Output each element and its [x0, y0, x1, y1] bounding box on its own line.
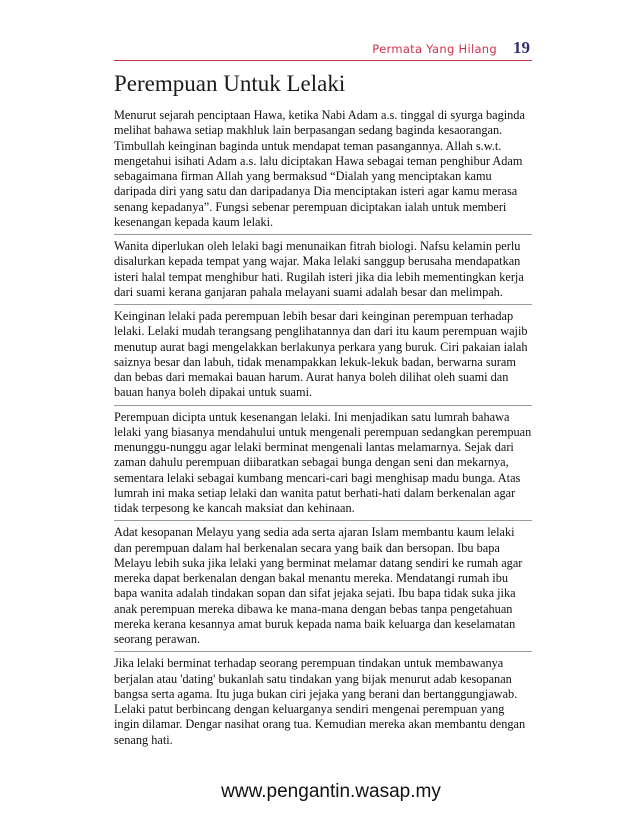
footer-website-link[interactable]: www.pengantin.wasap.my [221, 781, 441, 802]
paragraph: Adat kesopanan Melayu yang sedia ada serta ajaran Islam membantu kaum lelaki dan perempuan dalam hal berkenalan secara yang baik dan bersopan. Ibu bapa Melayu lebih suka jika lelaki yang berminat melamar datang sendiri ke rumah agar mereka dapat berkenalan dengan bakal menantu mereka. Mendatangi rumah ibu bapa wanita adalah tindakan sopan dan sifat jejaka sejati. Ibu bapa tidak suka jika anak perempuan mereka dibawa ke mana-mana dengan bebas tanpa pengetahuan mereka kerana kesannya amat buruk kepada nama baik keluarga dan keselamatan seorang perawan. [114, 525, 532, 652]
paragraph: Jika lelaki berminat terhadap seorang perempuan tindakan untuk membawanya berjalan atau 'dating' bukanlah satu tindakan yang bijak menurut adab kesopanan bangsa serta agama. Itu juga bukan ciri jejaka yang berani dan bertanggungjawab. Lelaki patut berbincang dengan keluarganya sendiri mengenai perempuan yang ingin dilamar. Dengar nasihat orang tua. Kemudian mereka akan membantu dengan senang hati. [114, 656, 526, 747]
book-title: Permata Yang Hilang [372, 42, 497, 56]
running-header [372, 38, 530, 58]
page-number: 19 [513, 38, 530, 57]
chapter-title: Perempuan Untuk Lelaki [114, 71, 346, 96]
paragraph: Perempuan dicipta untuk kesenangan lelaki. Ini menjadikan satu lumrah bahawa lelaki yang biasanya mendahului untuk mengenali perempuan sedangkan perempuan menunggu-nunggu agar lelaki berminat mengenali lantas melamarnya. Sejak dari zaman dahulu perempuan diibaratkan sebagai bunga dengan seni dan mekarnya, sementara lelaki sebagai kumbang mencari-cari bagi menghisap madu bunga. Atas lumrah ini maka setiap lelaki dan wanita patut berhati-hati dalam berkenalan agar tidak terpesong ke kancah maksiat dan kehinaan. [114, 410, 532, 522]
paragraph: Keinginan lelaki pada perempuan lebih besar dari keinginan perempuan terhadap lelaki. Lelaki mudah terangsang penglihatannya dan dari itu kaum perempuan wajib menutup aurat bagi mengelakkan berlakunya perkara yang buruk. Ciri pakaian ialah saiznya besar dan labuh, tidak menampakkan lekuk-lekuk badan, berwarna suram dan bebas dari memakai bauan harum. Aurat hanya boleh dilihat oleh suami dan bauan hanya boleh dipakai untuk suami. [114, 309, 532, 406]
header-divider [114, 60, 532, 61]
paragraph: Menurut sejarah penciptaan Hawa, ketika Nabi Adam a.s. tinggal di syurga baginda melihat bahawa setiap makhluk lain berpasangan sedang baginda kesaorangan. Timbullah keinginan baginda untuk mendapat teman pasangannya. Allah s.w.t. mengetahui isihati Adam a.s. lalu diciptakan Hawa sebagai teman penghibur Adam sebagaimana firman Allah yang bermaksud “Dialah yang menciptakan kamu daripada diri yang satu dan daripadanya Dia menciptakan isteri agar kamu merasa senang kepadanya”. Fungsi sebenar perempuan diciptakan ialah untuk memberi kesenangan kepada kaum lelaki. [114, 108, 532, 235]
body-text [114, 108, 532, 756]
paragraph: Wanita diperlukan oleh lelaki bagi menunaikan fitrah biologi. Nafsu kelamin perlu disalurkan kepada tempat yang wajar. Maka lelaki sanggup berusaha mendapatkan isteri halal tempat menghibur hati. Rugilah isteri jika dia lebih mementingkan kerja dari suami kerana ganjaran pahala melayani suami adalah besar dan melimpah. [114, 239, 532, 305]
